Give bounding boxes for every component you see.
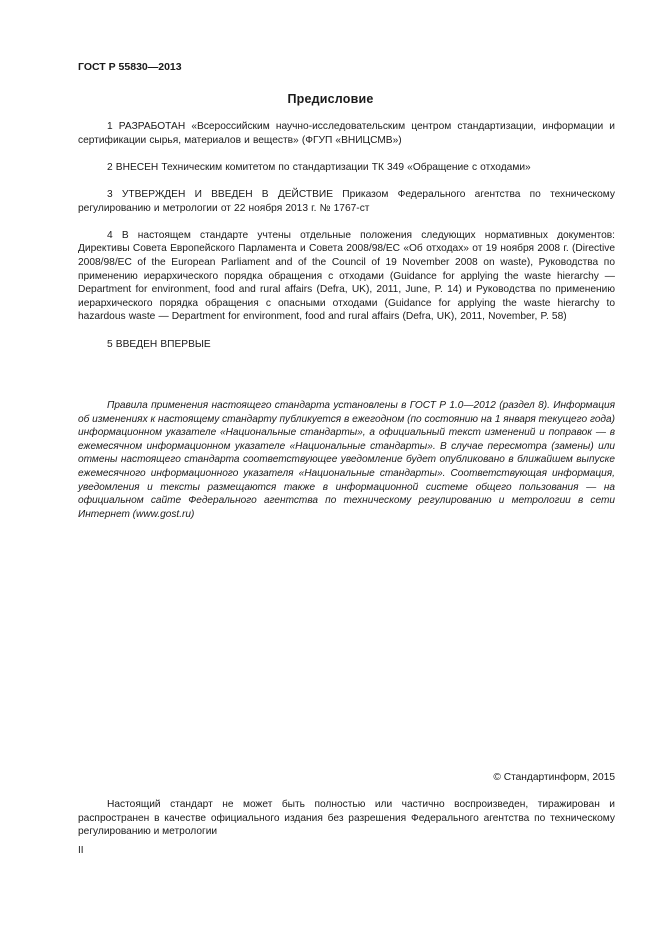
paragraph-submitted-by: 2 ВНЕСЕН Техническим комитетом по стандартизации ТК 349 «Обращение с отходами» [107, 161, 531, 173]
spacer [78, 147, 615, 161]
paragraph-regulations: 4 В настоящем стандарте учтены отдельные положения следующих нормативных документов: Директивы Совета Европейского Парламента и Совета 2008/98/ЕС «Об отходах» от 19 ноября 2008 г. (Directive 2008/98/EC of the European Parliament and of the Council of 19 November 2008 on waste), Руководства по применению иерархического порядка обращения с отходами (Guidance for applying the waste hierarchy — Department for environment, food and rural affairs (Defra, UK), 2011, June, P. 14) и Руководства по применению иерархического порядка обращения с опасными отходами (Guidance for applying the waste hierarchy to hazardous waste — Department for environment, food and rural affairs (Defra, UK), 2011, November, P. 58) [78, 229, 615, 323]
copyright-line: © Стандартинформ, 2015 [493, 772, 615, 783]
spacer [78, 324, 615, 338]
paragraph-introduced: 5 ВВЕДЕН ВПЕРВЫЕ [107, 338, 211, 350]
spacer [78, 215, 615, 229]
page-number: II [78, 845, 84, 856]
paragraph-approved: 3 УТВЕРЖДЕН И ВВЕДЕН В ДЕЙСТВИЕ Приказом Федерального агентства по техническому регулированию и метрологии от 22 ноября 2013 г. № 1767-ст [78, 188, 615, 214]
preface-content [78, 120, 615, 351]
spacer [78, 174, 615, 188]
paragraph-developed-by: 1 РАЗРАБОТАН «Всероссийским научно-исследовательским центром стандартизации, информации и сертификации сырья, материалов и веществ» (ФГУП «ВНИЦСМВ») [78, 121, 615, 146]
copyright-notice: Настоящий стандарт не может быть полностью или частично воспроизведен, тиражирован и распространен в качестве официального издания без разрешения Федерального агентства по техническому регулированию и метрологии [78, 799, 615, 838]
page-title: Предисловие [287, 92, 374, 106]
usage-note: Правила применения настоящего стандарта установлены в ГОСТ Р 1.0—2012 (раздел 8). Информация об изменениях к настоящему стандарту публикуется в ежегодном (по состоянию на 1 января текущего года) информационном указателе «Национальные стандарты», а официальный текст изменений и поправок — в ежемесячном информационном указателе «Национальные стандарты». В случае пересмотра (замены) или отмены настоящего стандарта соответствующее уведомление будет опубликовано в ближайшем выпуске ежемесячного информационного указателя «Национальные стандарты». Соответствующая информация, уведомления и тексты размещаются также в информационной системе общего пользования — на официальном сайте Федерального агентства по техническому регулированию и метрологии в сети Интернет (www.gost.ru) [78, 400, 615, 520]
doc-code: ГОСТ Р 55830—2013 [78, 61, 182, 73]
